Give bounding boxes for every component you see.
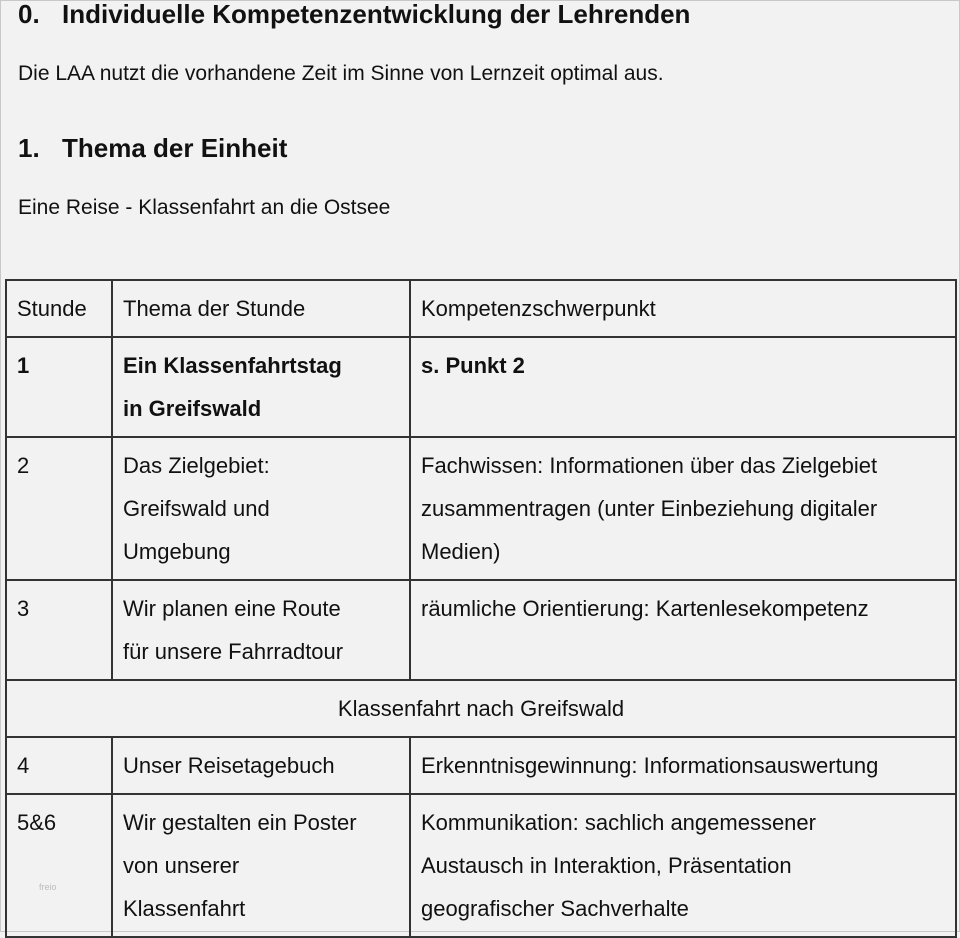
cell-line: in Greifswald <box>123 396 262 421</box>
section-0-title: Individuelle Kompetenzentwicklung der Lehrenden <box>62 0 691 29</box>
header-thema: Thema der Stunde <box>112 280 410 337</box>
cell-line: Klassenfahrt <box>123 896 246 921</box>
section-0-heading <box>18 0 690 30</box>
section-1-text: Eine Reise - Klassenfahrt an die Ostsee <box>18 196 391 219</box>
cell-line: geografischer Sachverhalte <box>421 896 689 921</box>
section-1-number: 1. <box>18 133 40 163</box>
section-0-text: Die LAA nutzt die vorhandene Zeit im Sinne von Lernzeit optimal aus. <box>18 62 664 85</box>
cell-line: Greifswald und <box>123 496 270 521</box>
cell-line: Fachwissen: Informationen über das Zielgebiet <box>421 453 878 478</box>
cell-line: Ein Klassenfahrtstag <box>123 353 342 378</box>
cell-line: Das Zielgebiet: <box>123 453 270 478</box>
cell-line: s. Punkt 2 <box>421 353 525 378</box>
watermark-text: freio <box>39 882 57 892</box>
cell-line: zusammentragen (unter Einbeziehung digitaler <box>421 496 878 521</box>
lesson-plan-table <box>5 279 957 938</box>
cell-line: von unserer <box>123 853 240 878</box>
header-stunde: Stunde <box>6 280 112 337</box>
cell-kompetenz <box>410 580 956 680</box>
section-1-heading <box>18 133 287 164</box>
cell-line: Unser Reisetagebuch <box>123 753 335 778</box>
cell-line: Umgebung <box>123 539 231 564</box>
cell-stunde: 5&6 <box>6 794 112 937</box>
table-row <box>6 580 956 680</box>
cell-kompetenz <box>410 737 956 794</box>
cell-line: räumliche Orientierung: Kartenlesekompetenz <box>421 596 869 621</box>
table-row <box>6 437 956 580</box>
cell-line: Wir planen eine Route <box>123 596 341 621</box>
table-row <box>6 794 956 937</box>
cell-stunde: 3 <box>6 580 112 680</box>
header-kompetenz: Kompetenzschwerpunkt <box>410 280 956 337</box>
cell-thema <box>112 794 410 937</box>
table-row <box>6 737 956 794</box>
cell-line: für unsere Fahrradtour <box>123 639 344 664</box>
table-separator-row <box>6 680 956 737</box>
section-1-title: Thema der Einheit <box>62 133 288 163</box>
cell-stunde: 1 <box>6 337 112 437</box>
cell-line: Medien) <box>421 539 501 564</box>
cell-line: Erkenntnisgewinnung: Informationsauswertung <box>421 753 879 778</box>
cell-kompetenz <box>410 337 956 437</box>
cell-kompetenz <box>410 437 956 580</box>
cell-stunde: 2 <box>6 437 112 580</box>
cell-line: Austausch in Interaktion, Präsentation <box>421 853 792 878</box>
table-row <box>6 337 956 437</box>
cell-thema <box>112 737 410 794</box>
cell-line: Kommunikation: sachlich angemessener <box>421 810 816 835</box>
table-header-row <box>6 280 956 337</box>
cell-thema <box>112 580 410 680</box>
cell-thema <box>112 337 410 437</box>
cell-line: Wir gestalten ein Poster <box>123 810 357 835</box>
cell-stunde: 4 <box>6 737 112 794</box>
separator-cell: Klassenfahrt nach Greifswald <box>6 680 956 737</box>
cell-kompetenz <box>410 794 956 937</box>
section-0-number: 0. <box>18 0 40 29</box>
cell-thema <box>112 437 410 580</box>
